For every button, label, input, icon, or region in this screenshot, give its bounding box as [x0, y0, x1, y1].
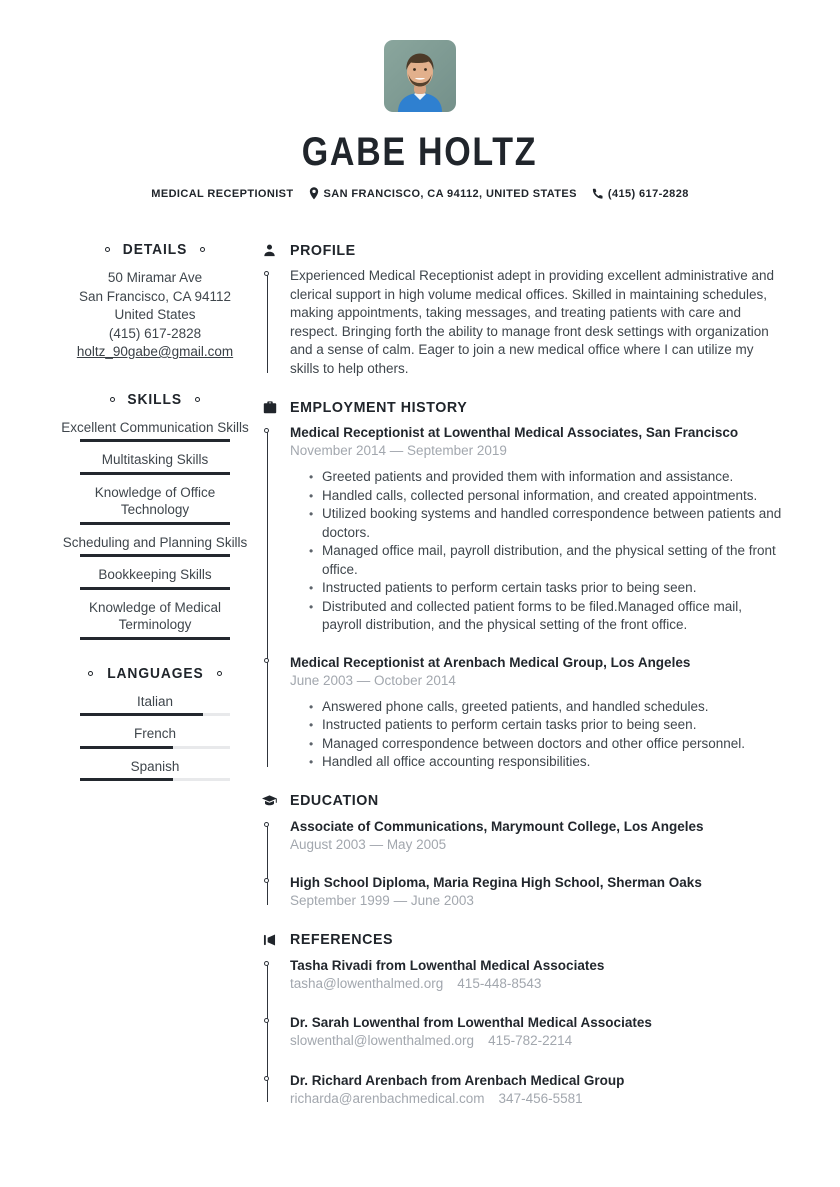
language-label: Spanish	[130, 758, 180, 774]
resume-body	[0, 241, 840, 1127]
sidebar-column	[60, 241, 250, 790]
education-header	[262, 792, 785, 810]
skill-item	[60, 566, 250, 590]
reference-contact	[290, 1091, 785, 1108]
reference-email: slowenthal@lowenthalmed.org	[290, 1033, 475, 1048]
language-item	[60, 725, 250, 749]
profile-body	[262, 267, 785, 378]
profile-photo	[384, 40, 456, 112]
contact-row	[0, 187, 840, 200]
timeline-line	[267, 272, 269, 373]
header-location-label: SAN FRANCISCO, CA 94112, UNITED STATES	[323, 187, 577, 200]
ring-ornament	[110, 397, 115, 402]
bullet-item: • Managed correspondence between doctors and other office personnel.	[309, 735, 785, 754]
job-date: June 2003 — October 2014	[290, 672, 456, 688]
address-line: United States	[114, 307, 196, 322]
education-title: EDUCATION	[290, 792, 379, 809]
education-degree: High School Diploma, Maria Regina High School, Sherman Oaks	[290, 874, 702, 890]
job-entry	[290, 654, 785, 772]
language-item	[60, 693, 250, 717]
education-body	[262, 818, 785, 910]
reference-phone: 415-448-8543	[457, 975, 542, 991]
job-position: Medical Receptionist at Lowenthal Medical Associates, San Francisco	[290, 425, 739, 440]
reference-contact	[290, 1033, 785, 1050]
education-entry	[290, 818, 785, 854]
reference-name: Tasha Rivadi from Lowenthal Medical Associates	[290, 957, 605, 973]
ring-ornament	[195, 397, 200, 402]
skill-label: Multitasking Skills	[101, 452, 209, 467]
skill-label: Bookkeeping Skills	[98, 567, 212, 582]
job-date: November 2014 — September 2019	[290, 443, 507, 458]
reference-entry	[290, 957, 785, 993]
skill-level-bar	[80, 554, 230, 557]
details-title: DETAILS	[122, 241, 188, 258]
reference-entry	[290, 1014, 785, 1050]
skill-level-bar	[80, 587, 230, 590]
references-title: REFERENCES	[290, 931, 394, 948]
candidate-name: GABE HOLTZ	[302, 130, 538, 174]
job-title	[151, 188, 293, 200]
bullet-item: • Handled calls, collected personal information, and created appointments.	[309, 487, 785, 506]
ring-ornament	[88, 671, 93, 676]
bullet-item: • Instructed patients to perform certain tasks prior to being seen.	[309, 716, 785, 735]
bullet-item: • Greeted patients and provided them with information and assistance.	[309, 468, 785, 487]
education-date: August 2003 — May 2005	[290, 836, 447, 852]
skills-section	[60, 391, 250, 640]
job-title-label: MEDICAL RECEPTIONIST	[151, 187, 294, 200]
reference-email: tasha@lowenthalmed.org	[290, 975, 444, 991]
bullet-item: • Distributed and collected patient forms to be filed.Managed office mail, payroll distribution, and the physical setting of the front office.	[309, 598, 785, 635]
references-body	[262, 957, 785, 1108]
timeline-ring	[264, 822, 269, 827]
employment-header	[262, 398, 785, 416]
education-entry	[290, 874, 785, 910]
phone-line: (415) 617-2828	[108, 325, 202, 341]
profile-text: Experienced Medical Receptionist adept in providing excellent administrative and clerical support in high volume medical offices. Skilled in maintaining schedules, making appointments, taking messages, and treating patients with care and respect. Bringing forth the ability to manage front desk settings with organization and a sense of calm. Eager to join a new medical office where I can utilize my skills to help others.	[290, 268, 775, 376]
reference-name: Dr. Sarah Lowenthal from Lowenthal Medical Associates	[290, 1015, 652, 1030]
megaphone-icon	[263, 934, 276, 946]
employment-section	[262, 398, 785, 772]
reference-phone: 347-456-5581	[498, 1090, 583, 1106]
references-section	[262, 931, 785, 1108]
profile-entry	[290, 267, 785, 378]
languages-title: LANGUAGES	[106, 664, 204, 682]
person-icon	[263, 244, 276, 257]
education-section	[262, 792, 785, 910]
job-bullet-list	[309, 468, 785, 635]
skill-level-bar	[80, 637, 230, 640]
skill-item	[60, 534, 250, 558]
job-entry	[290, 424, 785, 635]
profile-section	[262, 241, 785, 378]
skills-header	[60, 391, 250, 408]
bullet-item: • Managed office mail, payroll distribution, and the physical setting of the front office.	[309, 542, 785, 579]
skill-level-bar	[80, 522, 230, 525]
references-header	[262, 931, 785, 949]
header-phone-label: (415) 617-2828	[607, 187, 689, 200]
timeline-ring	[264, 271, 269, 276]
timeline-line	[267, 962, 269, 1103]
language-label: Italian	[136, 693, 174, 709]
details-lines	[60, 269, 250, 362]
employment-body	[262, 424, 785, 772]
skill-item	[60, 484, 250, 525]
skill-label: Excellent Communication Skills	[61, 419, 249, 435]
ring-ornament	[200, 247, 205, 252]
ring-ornament	[217, 671, 222, 676]
job-position: Medical Receptionist at Arenbach Medical Group, Los Angeles	[290, 654, 691, 670]
timeline-line	[267, 429, 269, 767]
timeline-ring	[264, 658, 269, 663]
bullet-item: • Utilized booking systems and handled correspondence between patients and doctors.	[309, 505, 785, 542]
graduation-cap-icon	[262, 795, 277, 807]
education-date: September 1999 — June 2003	[290, 892, 474, 908]
skill-item	[60, 451, 250, 475]
skill-item	[60, 599, 250, 640]
timeline-ring	[264, 1076, 269, 1081]
skill-item	[60, 419, 250, 443]
timeline-ring	[264, 428, 269, 433]
timeline-ring	[264, 1018, 269, 1023]
main-column	[262, 241, 785, 1127]
language-level-bar	[80, 713, 230, 716]
reference-name: Dr. Richard Arenbach from Arenbach Medical Group	[290, 1072, 625, 1088]
details-header	[60, 241, 250, 258]
phone-icon	[592, 188, 603, 199]
skill-level-bar	[80, 472, 230, 475]
skill-level-bar	[80, 439, 230, 442]
header-phone	[592, 188, 689, 200]
language-label: French	[133, 726, 177, 741]
timeline-ring	[264, 878, 269, 883]
timeline-line	[267, 823, 269, 905]
skill-label: Scheduling and Planning Skills	[62, 534, 248, 550]
languages-list	[60, 693, 250, 782]
skill-label: Knowledge of Medical Terminology	[88, 599, 222, 632]
language-level-bar	[80, 778, 230, 781]
languages-section	[60, 665, 250, 782]
language-item	[60, 758, 250, 782]
address-line: 50 Miramar Ave	[107, 270, 203, 285]
bullet-item: • Answered phone calls, greeted patients, and handled schedules.	[309, 698, 785, 717]
skills-title: SKILLS	[127, 390, 183, 408]
address-line: San Francisco, CA 94112	[78, 288, 232, 304]
reference-contact	[290, 976, 785, 993]
bullet-item: • Handled all office accounting responsibilities.	[309, 753, 785, 772]
employment-title: EMPLOYMENT HISTORY	[290, 398, 468, 416]
job-bullet-list	[309, 698, 785, 772]
languages-header	[60, 665, 250, 682]
header-location	[309, 187, 577, 200]
profile-header	[262, 241, 785, 259]
reference-email: richarda@arenbachmedical.com	[290, 1090, 485, 1106]
briefcase-icon	[263, 401, 277, 414]
bullet-item: • Instructed patients to perform certain tasks prior to being seen.	[309, 579, 785, 598]
skills-list	[60, 419, 250, 640]
profile-title: PROFILE	[290, 241, 356, 259]
resume-header	[0, 0, 840, 200]
details-section	[60, 241, 250, 362]
language-level-bar	[80, 746, 230, 749]
education-degree: Associate of Communications, Marymount College, Los Angeles	[290, 818, 704, 834]
timeline-ring	[264, 961, 269, 966]
skill-label: Knowledge of Office Technology	[94, 484, 216, 517]
location-pin-icon	[309, 187, 319, 200]
reference-entry	[290, 1072, 785, 1108]
profile-photo-illustration	[384, 40, 456, 112]
email-link[interactable]: holtz_90gabe@gmail.com	[76, 344, 234, 359]
reference-phone: 415-782-2214	[488, 1033, 573, 1048]
ring-ornament	[105, 247, 110, 252]
